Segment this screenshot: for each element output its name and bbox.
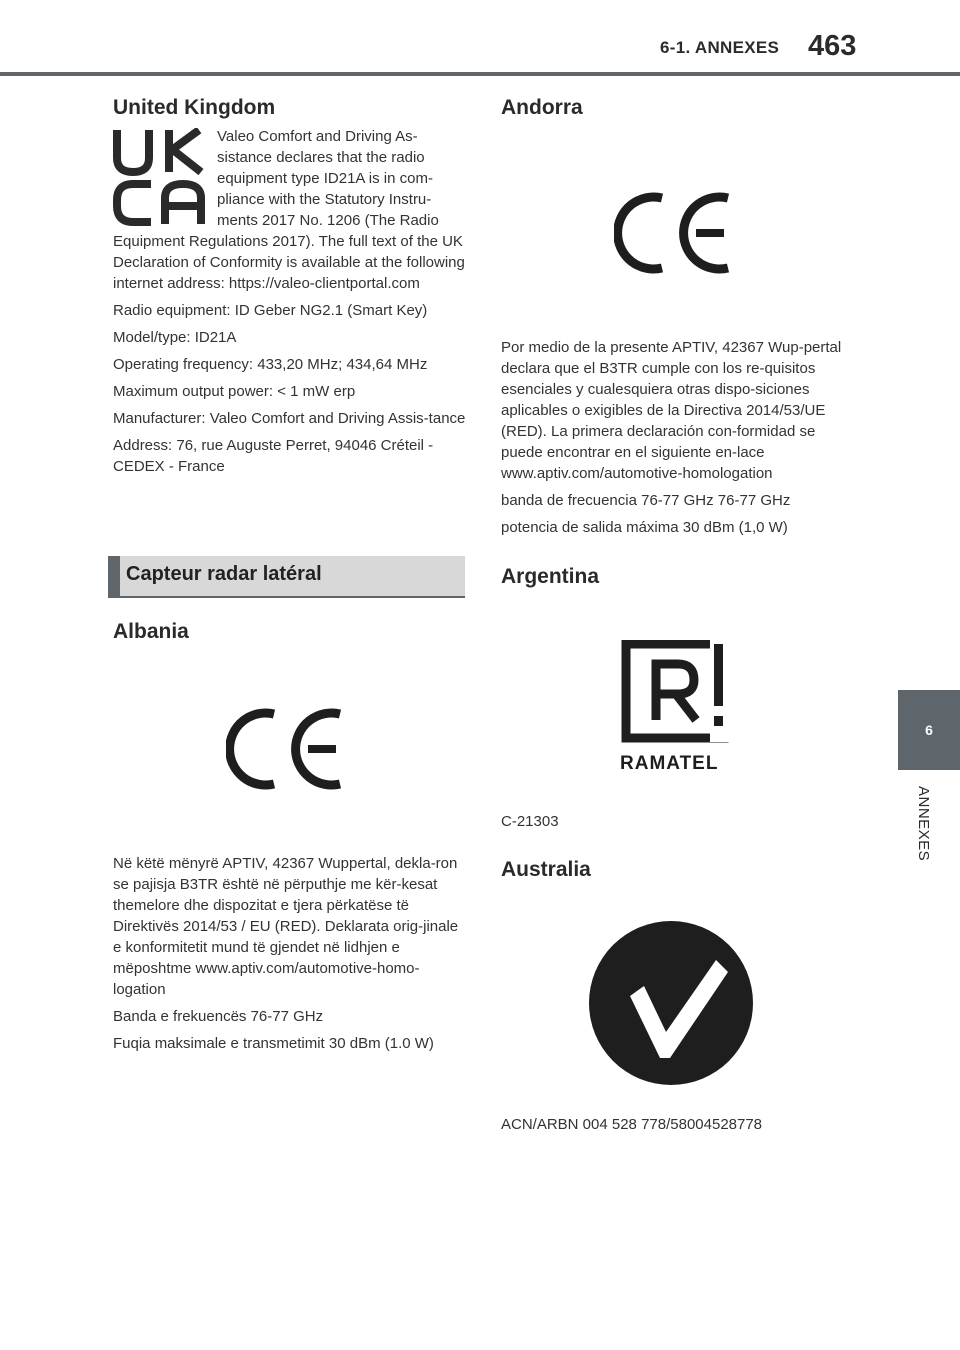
andorra-power: potencia de salida máxima 30 dBm (1,0 W) xyxy=(501,519,788,536)
argentina-code: C-21303 xyxy=(501,813,559,830)
argentina-section xyxy=(501,565,855,595)
section-banner-title: Capteur radar latéral xyxy=(126,563,322,585)
uk-frequency: Operating frequency: 433,20 MHz; 434,64 MHz xyxy=(113,356,428,373)
heading-andorra: Andorra xyxy=(501,96,583,119)
banner-accent xyxy=(108,556,120,596)
header-divider xyxy=(0,72,960,76)
heading-united-kingdom: United Kingdom xyxy=(113,96,276,119)
heading-australia: Australia xyxy=(501,858,591,881)
ce-mark-icon xyxy=(226,706,344,792)
albania-band: Banda e frekuencës 76-77 GHz xyxy=(113,1008,324,1025)
uk-power: Maximum output power: < 1 mW erp xyxy=(113,383,356,400)
albania-body xyxy=(113,853,467,1060)
albania-section xyxy=(113,620,467,650)
rcm-check-icon xyxy=(588,920,754,1086)
uk-address: Address: 76, rue Auguste Perret, 94046 Créteil - CEDEX - France xyxy=(113,437,434,475)
andorra-band: banda de frecuencia 76-77 GHz 76-77 GHz xyxy=(501,492,791,509)
section-header: 6-1. ANNEXES xyxy=(660,38,780,57)
heading-albania: Albania xyxy=(113,620,189,643)
uk-radio-equipment: Radio equipment: ID Geber NG2.1 (Smart Key) xyxy=(113,302,428,319)
heading-argentina: Argentina xyxy=(501,565,600,588)
andorra-declaration-text: Por medio de la presente APTIV, 42367 Wup-pertal declara que el B3TR cumple con los re-quisitos esenciales y cualesquiera otras dispo-siciones aplicables o exigibles de la Directiva 2014/53/UE (RED). La primera declaración con-formidad se puede encontrar en el siguiente en-lace www.aptiv.com/automotive-homologation xyxy=(501,339,842,482)
ramatel-logo xyxy=(620,640,732,774)
andorra-section xyxy=(501,96,855,126)
australia-acn: ACN/ARBN 004 528 778/58004528778 xyxy=(501,1116,763,1133)
ce-mark-icon xyxy=(614,190,732,276)
uk-manufacturer: Manufacturer: Valeo Comfort and Driving Assis-tance xyxy=(113,410,466,427)
australia-section xyxy=(501,858,855,888)
uk-declaration-text: Valeo Comfort and Driving As-sistance declares that the radio equipment type ID21A is in com-pliance with the Statutory Instru-ments 2017 No. 1206 (The Radio Equipment Regulations 2017). The full text of the UK Declaration of Conformity is available at the following internet address: https://valeo-clientportal.com xyxy=(113,128,465,292)
albania-declaration-text: Në këtë mënyrë APTIV, 42367 Wuppertal, dekla-ron se pajisja B3TR është në përputhje me kër-kesat themelore dhe dispozitat e tjera përkatëse të Direktivës 2014/53 / EU (RED). Deklarata orig-jinale e konformitetit mund të gjendet në lidhjen e mëposhtme www.aptiv.com/automotive-homo-logation xyxy=(113,855,459,998)
albania-power: Fuqia maksimale e transmetimit 30 dBm (1.0 W) xyxy=(113,1035,434,1052)
chapter-tab: 6 xyxy=(898,690,960,770)
andorra-body xyxy=(501,337,855,544)
left-column xyxy=(113,96,467,483)
section-banner xyxy=(108,556,465,598)
australia-body xyxy=(501,1114,861,1141)
ramatel-r-icon xyxy=(620,640,732,744)
page-number: 463 xyxy=(808,30,857,62)
uk-model: Model/type: ID21A xyxy=(113,329,237,346)
argentina-body xyxy=(501,811,855,838)
ramatel-logo-text: RAMATEL xyxy=(620,753,719,774)
chapter-tab-label: ANNEXES xyxy=(915,786,932,862)
ukca-mark-icon xyxy=(113,128,209,226)
